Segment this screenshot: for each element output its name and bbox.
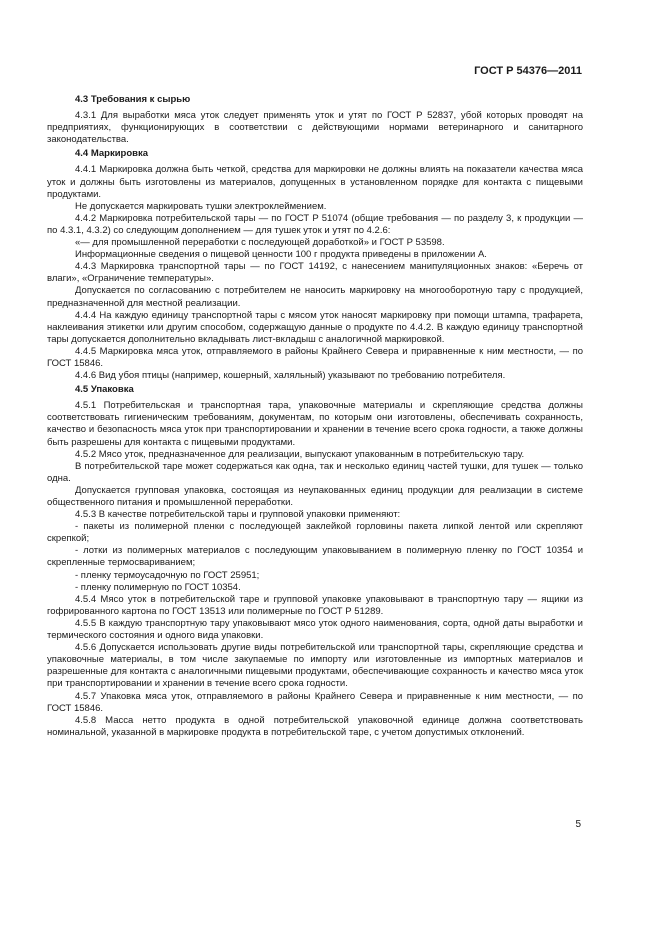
paragraph: 4.4.4 На каждую единицу транспортной тары с мясом уток наносят маркировку при помощи штампа, трафарета, наклеивания этикетки или другим способом, содержащую данные о продукте по 4.4.2. В каждую единицу транспортной тары допускается дополнительно вкладывать лист-вкладыш с аналогичной маркировкой. [47,309,583,345]
paragraph: Допускается групповая упаковка, состоящая из неупакованных единиц продукции для реализации в системе общественного питания и промышленной переработки. [47,484,583,508]
paragraph: 4.4.3 Маркировка транспортной тары — по ГОСТ 14192, с нанесением манипуляционных знаков: «Беречь от влаги», «Ограничение температуры». [47,261,583,285]
paragraph: Не допускается маркировать тушки электроклеймением. [75,200,327,212]
paragraph: 4.5.1 Потребительская и транспортная тара, упаковочные материалы и скрепляющие средства должны соответствовать гигиеническим требованиям, документам, по которым они изготовлены, обеспечивать сохранность, качество и безопасность мяса уток при транспортировании и хранении в течение всего срока годности, а также должны быть разрешены для контакта с пищевыми продуктами. [47,400,583,448]
paragraph: 4.5.3 В качестве потребительской тары и групповой упаковки применяют: [75,509,401,521]
paragraph: 4.3.1 Для выработки мяса уток следует применять уток и утят по ГОСТ Р 52837, убой которых проводят на предприятиях, функционирующих в соответствии с действующими нормами ветеринарного и санитарного законодательства. [47,110,583,146]
paragraph: 4.4.5 Маркировка мяса уток, отправляемого в районы Крайнего Севера и приравненные к ним местности, — по ГОСТ 15846. [47,345,583,369]
paragraph: «— для промышленной переработки с последующей доработкой» и ГОСТ Р 53598. [75,237,445,249]
paragraph: 4.5.7 Упаковка мяса уток, отправляемого в районы Крайнего Севера и приравненные к ним местности, — по ГОСТ 15846. [47,690,583,714]
paragraph: - пленку термоусадочную по ГОСТ 25951; [75,569,260,581]
paragraph: - пакеты из полимерной пленки с последующей заклейкой горловины пакета липкой лентой или скрепляют скрепкой; [47,521,583,545]
paragraph: 4.4.6 Вид убоя птицы (например, кошерный, халяльный) указывают по требованию потребителя. [75,370,506,382]
paragraph: 4.4.2 Маркировка потребительской тары — по ГОСТ Р 51074 (общие требования — по разделу 3, к продукции — по 4.3.1, 4.3.2) со следующим дополнением — для тушек уток и утят по 4.2.6: [47,212,583,236]
section-heading: 4.3 Требования к сырью [75,94,191,105]
paragraph: 4.5.6 Допускается использовать другие виды потребительской или транспортной тары, скрепляющие средства и упаковочные материалы, в том числе закупаемые по импорту или изготовленные из импортных материалов и разрешенные для контакта с аналогичными пищевыми продуктами, обеспечивающие сохранность и качество мяса уток при транспортировании и хранении в течение всего срока годности. [47,642,583,690]
paragraph: 4.5.5 В каждую транспортную тару упаковывают мясо уток одного наименования, сорта, одной даты выработки и термического состояния и одного вида упаковки. [47,617,583,642]
page-number: 5 [575,819,581,830]
document-body [47,92,583,739]
paragraph: Допускается по согласованию с потребителем не наносить маркировку на многооборотную тару с продукцией, предназначенной для местной реализации. [47,285,583,309]
paragraph: - пленку полимерную по ГОСТ 10354. [75,581,241,593]
section-heading: 4.4 Маркировка [75,148,149,160]
section-heading: 4.5 Упаковка [75,384,134,396]
paragraph: Информационные сведения о пищевой ценности 100 г продукта приведены в приложении А. [75,249,487,261]
paragraph: 4.5.2 Мясо уток, предназначенное для реализации, выпускают упакованным в потребительскую тару. [75,448,525,460]
paragraph: В потребительской таре может содержаться как одна, так и несколько единиц частей тушки, для тушек — только одна. [47,460,583,484]
paragraph: 4.5.4 Мясо уток в потребительской таре и групповой упаковке упаковывают в транспортную тару — ящики из гофрированного картона по ГОСТ 13513 или полимерные по ГОСТ Р 51289. [47,593,583,617]
document-code: ГОСТ Р 54376—2011 [474,65,582,77]
paragraph: 4.5.8 Масса нетто продукта в одной потребительской упаковочной единице должна соответствовать номинальной, указанной в маркировке продукта в потребительской таре, с учетом допустимых отклонений. [47,714,583,738]
paragraph: 4.4.1 Маркировка должна быть четкой, средства для маркировки не должны влиять на показатели качества мяса уток и должны быть изготовлены из материалов, допущенных в установленном порядке для контакта с пищевыми продуктами. [47,164,583,200]
paragraph: - лотки из полимерных материалов с последующим упаковыванием в полимерную пленку по ГОСТ 10354 и скрепленные термосвариванием; [47,545,583,569]
